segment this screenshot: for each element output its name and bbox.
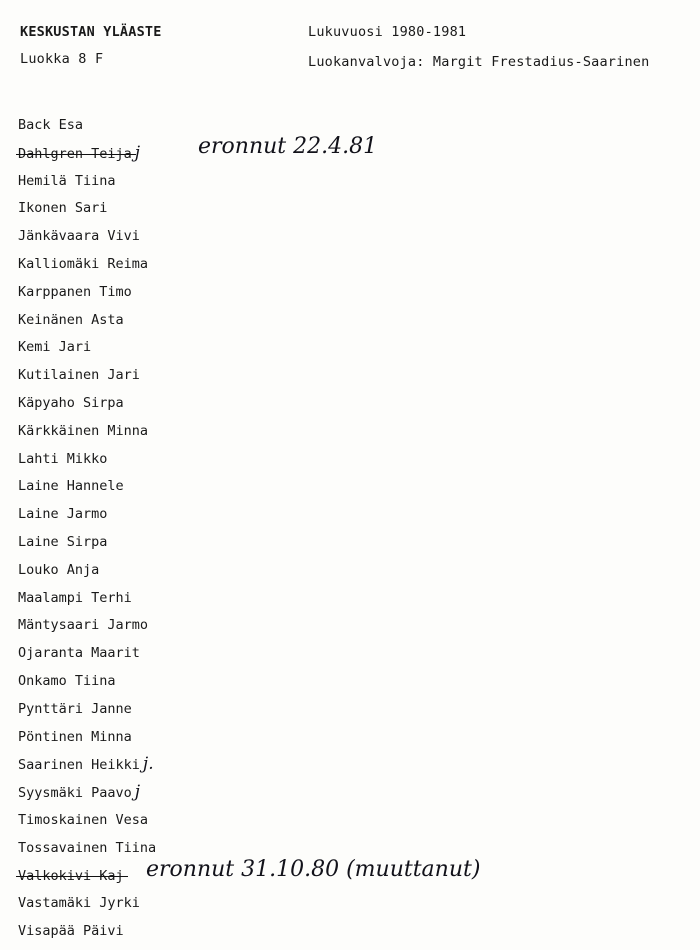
student-row: [18, 365, 156, 393]
student-row: [18, 921, 156, 949]
handwritten-mark: j: [134, 782, 141, 803]
student-name: Pynttäri Janne: [18, 700, 132, 717]
student-name: Tossavainen Tiina: [18, 839, 157, 856]
student-name: Louko Anja: [18, 561, 100, 578]
student-row: [18, 838, 156, 866]
student-row: [18, 115, 156, 143]
student-list: [18, 115, 481, 949]
school-year: Lukuvuosi 1980-1981: [308, 24, 467, 40]
student-row: [18, 615, 156, 643]
class-teacher: Luokanvalvoja: Margit Frestadius-Saarinen: [308, 54, 650, 70]
student-row: [18, 532, 156, 560]
student-name: Pöntinen Minna: [18, 728, 132, 745]
student-row: [18, 421, 156, 449]
student-name: Keinänen Asta: [18, 311, 124, 328]
handwritten-note: eronnut 31.10.80 (muuttanut): [146, 856, 481, 882]
student-name: Kärkkäinen Minna: [18, 422, 149, 439]
student-name: Hemilä Tiina: [18, 172, 116, 189]
student-name: Visapää Päivi: [18, 923, 124, 940]
handwritten-note: eronnut 22.4.81: [198, 133, 378, 159]
student-name: Valkokivi Kaj: [18, 867, 124, 884]
student-name: Kemi Jari: [18, 339, 92, 356]
student-row: [18, 810, 156, 838]
student-row: [18, 476, 156, 504]
student-row: [18, 560, 156, 588]
student-name: Laine Hannele: [18, 478, 124, 495]
student-row: [18, 643, 156, 671]
student-row: [18, 699, 156, 727]
student-row: [18, 226, 156, 254]
school-name: KESKUSTAN YLÄASTE: [20, 24, 162, 40]
student-name: Lahti Mikko: [18, 450, 108, 467]
student-name: Maalampi Terhi: [18, 589, 132, 606]
student-row: [18, 393, 156, 421]
student-name: Syysmäki Paavo: [18, 785, 132, 802]
student-row: [18, 133, 378, 171]
student-row: [18, 671, 156, 699]
student-name: Jänkävaara Vivi: [18, 228, 140, 245]
student-name: Onkamo Tiina: [18, 672, 116, 689]
student-name: Kutilainen Jari: [18, 367, 140, 384]
student-row: [18, 504, 156, 532]
student-name: Ojaranta Maarit: [18, 645, 140, 662]
student-name: Kalliomäki Reima: [18, 255, 149, 272]
student-row: [18, 282, 156, 310]
student-name: Vastamäki Jyrki: [18, 895, 140, 912]
student-name: Ikonen Sari: [18, 200, 108, 217]
handwritten-mark: j.: [142, 754, 154, 775]
student-name: Laine Jarmo: [18, 506, 108, 523]
handwritten-mark: j: [134, 142, 141, 163]
student-name: Timoskainen Vesa: [18, 811, 149, 828]
student-row: [18, 337, 156, 365]
student-row: [18, 893, 156, 921]
class-label: Luokka 8 F: [20, 51, 104, 67]
student-name: Saarinen Heikki: [18, 757, 140, 774]
student-name: Dahlgren Teija: [18, 145, 132, 162]
student-name: Karppanen Timo: [18, 283, 132, 300]
student-row: [18, 254, 156, 282]
student-name: Käpyaho Sirpa: [18, 394, 124, 411]
student-name: Mäntysaari Jarmo: [18, 617, 149, 634]
student-name: Laine Sirpa: [18, 533, 108, 550]
student-row: [18, 449, 156, 477]
student-row: [18, 856, 481, 894]
student-row: [18, 588, 156, 616]
student-row: [18, 310, 156, 338]
student-name: Back Esa: [18, 117, 84, 133]
student-row: [18, 198, 156, 226]
student-row: [18, 727, 156, 755]
student-row: [18, 782, 156, 810]
student-row: [18, 754, 156, 782]
student-row: [18, 171, 156, 199]
